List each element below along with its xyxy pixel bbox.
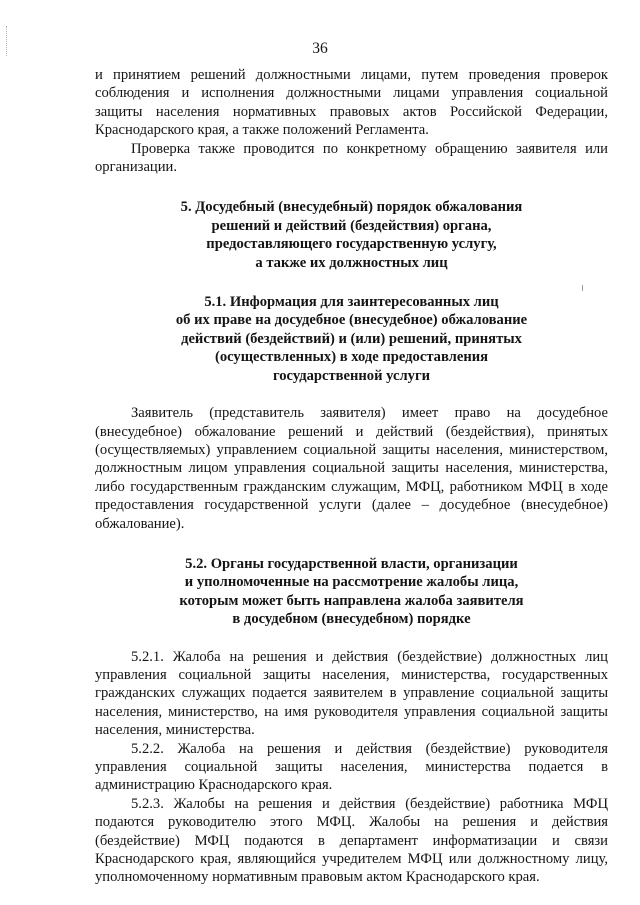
section-5-1-heading-line: (осуществленных) в ходе предоставления: [214, 349, 489, 366]
section-5-2-heading: [95, 555, 608, 629]
section-5-1-heading-line: об их праве на досудебное (внесудебное) обжалование: [175, 312, 528, 329]
section-5-1-text: Заявитель (представитель заявителя) имеет право на досудебное (внесудебное) обжалование решений и действий (бездействия), принятых (осуществляемых) управлением социальной защиты населения, министерством, должностным лицом управления социальной защиты населения, министерства, либо государственным гражданским служащим, МФЦ, работником МФЦ в ходе предоставления государственной услуги (далее – досудебное (внесудебное) обжалование).: [95, 405, 608, 532]
page-number: 36: [312, 40, 328, 57]
section-5-heading-line: а также их должностных лиц: [255, 254, 448, 271]
section-5-2-heading-line: и уполномоченные на рассмотрение жалобы лица,: [184, 574, 519, 591]
scan-artifact-mark: [582, 285, 583, 291]
section-5-2-heading-line: которым может быть направлена жалоба заявителя: [179, 592, 524, 609]
section-5-1-heading: [95, 293, 608, 385]
paragraph-inspection: Проверка также проводится по конкретному обращению заявителя или организации.: [95, 140, 608, 176]
section-5-heading-line: 5. Досудебный (внесудебный) порядок обжалования: [180, 199, 523, 216]
section-5-2-heading-line: 5.2. Органы государственной власти, организации: [185, 555, 518, 572]
section-5-heading-line: решений и действий (бездействия) органа,: [211, 217, 492, 234]
section-5-1-heading-line: 5.1. Информация для заинтересованных лиц: [204, 294, 499, 311]
clause-5-2-2: 5.2.2. Жалоба на решения и действия (бездействие) руководителя управления социальной защиты населения, министерства подается в администрацию Краснодарского края.: [95, 740, 608, 794]
clause-5-2-3: 5.2.3. Жалобы на решения и действия (бездействие) работника МФЦ подаются руководителю этого МФЦ. Жалобы на решения и действия (бездействие) МФЦ подаются в департамент информатизации и связи Краснодарского края, являющийся учредителем МФЦ или должностному лицу, уполномоченному нормативным правовым актом Краснодарского края.: [95, 795, 608, 886]
section-5-2-heading-line: в досудебном (внесудебном) порядке: [232, 611, 471, 628]
section-5-1-heading-line: действий (бездействий) и (или) решений, принятых: [181, 330, 522, 347]
section-5-heading-line: предоставляющего государственную услугу,: [206, 236, 497, 253]
section-5-heading: [95, 198, 608, 272]
paragraph-continuation: и принятием решений должностными лицами, путем проведения проверок соблюдения и исполнения должностными лицами управления социальной защиты населения нормативных правовых актов Российской Федерации, Краснодарского края, а также положений Регламента.: [95, 67, 608, 139]
clause-5-2-1: 5.2.1. Жалоба на решения и действия (бездействие) должностных лиц управления социальной защиты населения, министерства, государственных гражданских служащих подается заявителем в управление социальной защиты населения, министерство, на имя руководителя управления социальной защиты населения, министерства.: [95, 648, 608, 739]
section-5-1-heading-line: государственной услуги: [272, 367, 431, 384]
document-body: [95, 66, 608, 887]
